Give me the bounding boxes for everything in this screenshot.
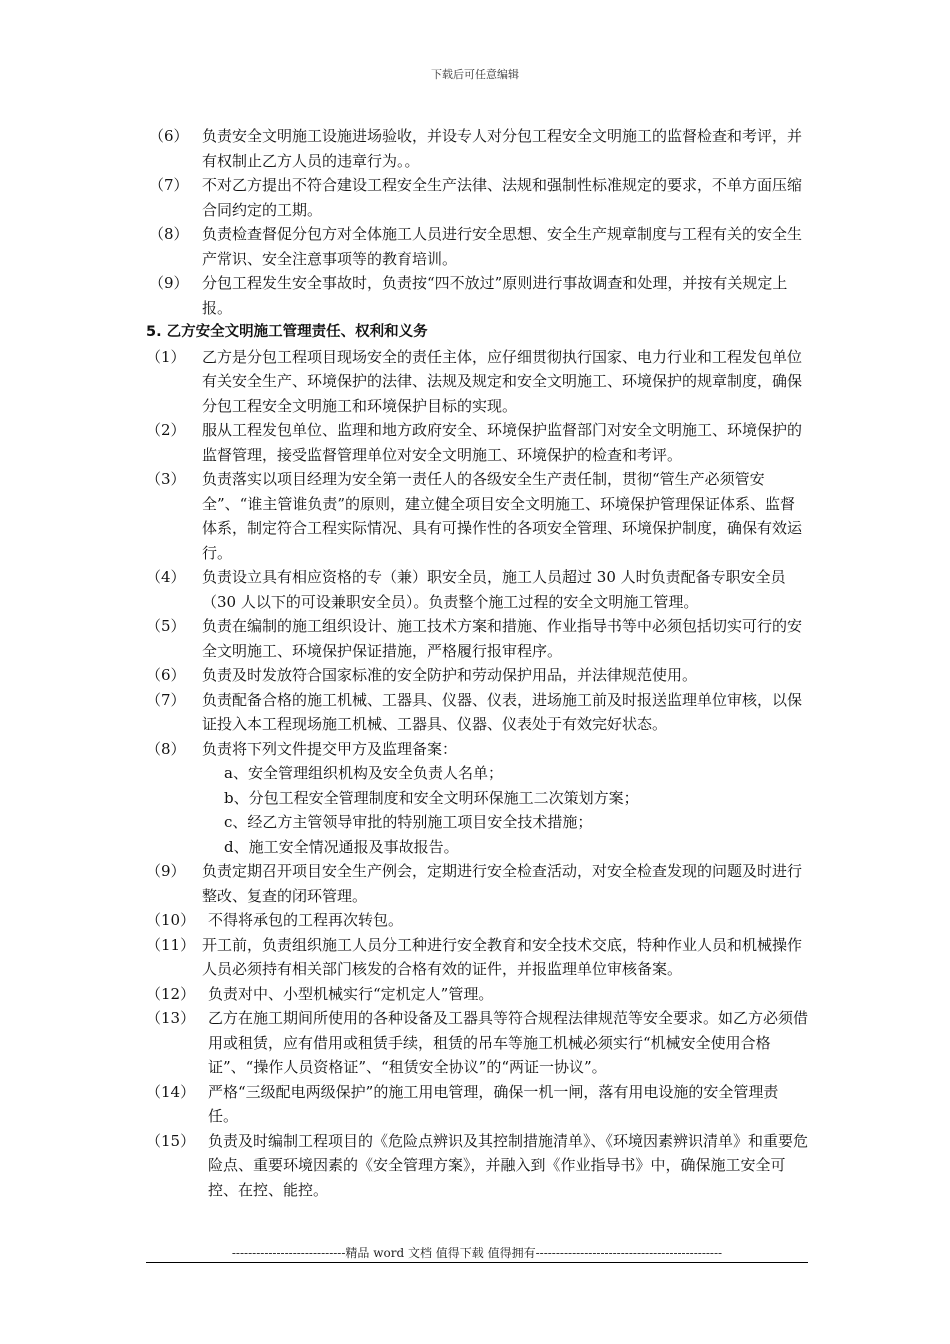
list-item <box>149 222 808 271</box>
footer-divider <box>146 1262 808 1263</box>
item-text: 不对乙方提出不符合建设工程安全生产法律、法规和强制性标准规定的要求，不单方面压缩合同约定的工期。 <box>202 176 803 219</box>
list-item <box>146 908 808 933</box>
page-header: 下载后可任意编辑 <box>431 68 519 81</box>
list-item <box>146 1129 808 1203</box>
list-item <box>146 688 808 737</box>
list-item <box>149 271 808 320</box>
item-text: 负责检查督促分包方对全体施工人员进行安全思想、安全生产规章制度与工程有关的安全生产常识、安全注意事项等的教育培训。 <box>202 225 803 268</box>
item-number: （8） <box>149 225 189 243</box>
page-footer: ----------------------------精品 word 文档 值得下载 值得拥有---------------------------------------------- <box>231 1246 723 1260</box>
item-number: （13） <box>146 1009 196 1027</box>
sub-list-item: b、分包工程安全管理制度和安全文明环保施工二次策划方案； <box>224 788 639 807</box>
item-text: 乙方在施工期间所使用的各种设备及工器具等符合规程法律规范等安全要求。如乙方必须借用或租赁，应有借用或租赁手续，租赁的吊车等施工机械必须实行“机械安全使用合格证”、“操作人员资格证”、“租赁安全协议”的“两证一协议”。 <box>208 1009 809 1076</box>
item-text: 负责对中、小型机械实行“定机定人”管理。 <box>208 984 494 1003</box>
item-text: 负责及时发放符合国家标准的安全防护和劳动保护用品，并法律规范使用。 <box>202 666 698 684</box>
item-text: 开工前，负责组织施工人员分工种进行安全教育和安全技术交底，特种作业人员和机械操作人员必须持有相关部门核发的合格有效的证件，并报监理单位审核备案。 <box>202 935 803 978</box>
item-number: （5） <box>146 617 186 635</box>
section-heading: 5. 乙方安全文明施工管理责任、权利和义务 <box>146 324 428 340</box>
item-number: （6） <box>146 666 186 684</box>
list-item <box>146 614 808 663</box>
list-item <box>146 1006 808 1080</box>
item-number: （4） <box>146 568 186 586</box>
list-item <box>146 933 808 982</box>
list-item <box>146 663 808 688</box>
item-number: （9） <box>146 862 186 880</box>
list-item <box>146 565 808 614</box>
item-text: 乙方是分包工程项目现场安全的责任主体，应仔细贯彻执行国家、电力行业和工程发包单位有关安全生产、环境保护的法律、法规及规定和安全文明施工、环境保护的规章制度，确保分包工程安全文明施工和环境保护目标的实现。 <box>202 347 803 415</box>
document-body <box>146 124 808 1202</box>
sub-list-item: d、施工安全情况通报及事故报告。 <box>224 837 459 856</box>
item-text: 服从工程发包单位、监理和地方政府安全、环境保护监督部门对安全文明施工、环境保护的监督管理，接受监督管理单位对安全文明施工、环境保护的检查和考评。 <box>202 421 803 464</box>
item-text: 负责配备合格的施工机械、工器具、仪器、仪表，进场施工前及时报送监理单位审核，以保证投入本工程现场施工机械、工器具、仪器、仪表处于有效完好状态。 <box>202 690 803 733</box>
item-text: 负责及时编制工程项目的《危险点辨识及其控制措施清单》、《环境因素辨识清单》和重要危险点、重要环境因素的《安全管理方案》，并融入到《作业指导书》中，确保施工安全可控、在控、能控。 <box>208 1131 809 1199</box>
item-number: （3） <box>146 470 186 488</box>
item-text: 负责将下列文件提交甲方及监理备案： <box>202 739 458 758</box>
item-number: （9） <box>149 274 189 292</box>
item-number: （10） <box>146 911 196 929</box>
list-item <box>146 1080 808 1129</box>
item-number: （12） <box>146 984 196 1003</box>
item-number: （7） <box>146 690 186 709</box>
list-item <box>149 124 808 173</box>
item-number: （14） <box>146 1082 196 1101</box>
list-item <box>146 467 808 565</box>
list-item <box>149 173 808 222</box>
item-number: （7） <box>149 176 189 194</box>
sub-list-item: a、安全管理组织机构及安全负责人名单； <box>224 764 503 782</box>
item-text: 负责在编制的施工组织设计、施工技术方案和措施、作业指导书等中必须包括切实可行的安全文明施工、环境保护保证措施，严格履行报审程序。 <box>202 617 803 660</box>
item-text: 分包工程发生安全事故时，负责按“四不放过”原则进行事故调查和处理，并按有关规定上报。 <box>202 274 788 317</box>
list-item <box>146 418 808 467</box>
item-text: 负责落实以项目经理为安全第一责任人的各级安全生产责任制，贯彻“管生产必须管安全”、“谁主管谁负责”的原则，建立健全项目安全文明施工、环境保护管理保证体系、监督体系，制定符合工程实际情况、具有可操作性的各项安全管理、环境保护制度，确保有效运行。 <box>202 470 803 562</box>
list-item <box>146 737 808 762</box>
list-item <box>146 345 808 419</box>
item-number: （15） <box>146 1131 196 1150</box>
item-text: 严格“三级配电两级保护”的施工用电管理，确保一机一闸，落有用电设施的安全管理责任。 <box>208 1082 779 1125</box>
item-text: 负责安全文明施工设施进场验收，并设专人对分包工程安全文明施工的监督检查和考评，并有权制止乙方人员的违章行为。。 <box>202 127 803 170</box>
list-item <box>146 982 808 1007</box>
item-number: （2） <box>146 421 186 439</box>
item-number: （8） <box>146 739 186 758</box>
list-item <box>146 859 808 908</box>
item-text: 负责定期召开项目安全生产例会，定期进行安全检查活动，对安全检查发现的问题及时进行整改、复查的闭环管理。 <box>202 862 803 905</box>
item-number: （6） <box>149 127 189 145</box>
item-number: （11） <box>146 935 196 954</box>
sub-list-item: c、经乙方主管领导审批的特别施工项目安全技术措施； <box>224 813 593 831</box>
item-text: 负责设立具有相应资格的专（兼）职安全员，施工人员超过 30 人时负责配备专职安全员（30 人以下的可设兼职安全员）。负责整个施工过程的安全文明施工管理。 <box>202 568 786 611</box>
item-number: （1） <box>146 347 186 366</box>
item-text: 不得将承包的工程再次转包。 <box>208 911 404 929</box>
